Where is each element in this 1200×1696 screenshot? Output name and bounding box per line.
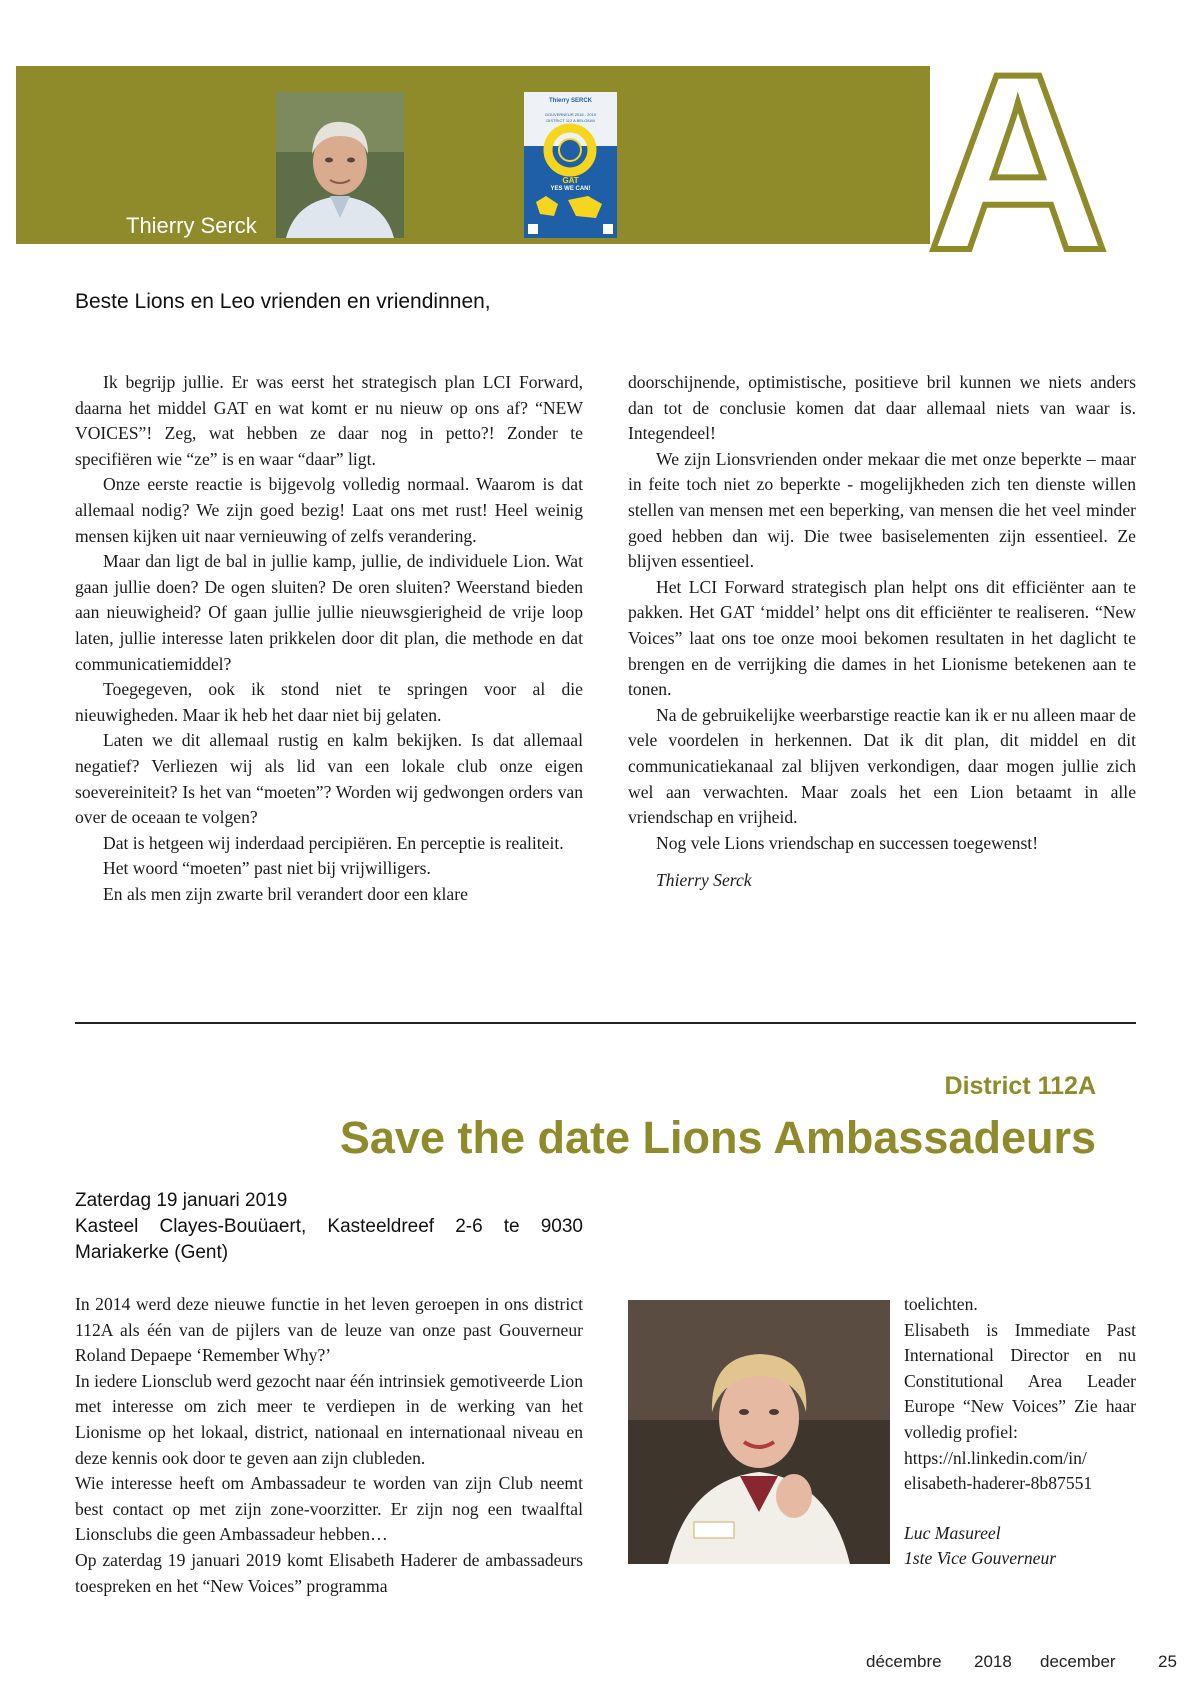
article-paragraph: In 2014 werd deze nieuwe functie in het leven geroepen in ons district 112A als één van de pijlers van de leuze van onze past Gouverneur Roland Depaepe ‘Remember Why?’ [75,1294,583,1366]
letter-signature: Thierry Serck [656,870,752,891]
letter-paragraph: Maar dan ligt de bal in jullie kamp, jullie, de individuele Lion. Wat gaan jullie doen? De ogen sluiten? De oren sluiten? Weerstand bieden aan nieuwigheid? Of gaan jullie jullie nieuwsgierigheid de vrije loop laten, jullie interesse laten prikkelen door dit plan, die methode en dat communicatiemiddel? [75,551,583,674]
letter-paragraph: doorschijnende, optimistische, positieve bril kunnen we niets anders dan tot de conclusie komen dat daar allemaal niets van waar is. Integendeel! [628,372,1136,444]
event-place: Kasteel Clayes-Bouüaert, Kasteeldreef 2-6 te 9030 Mariakerke (Gent) [75,1216,583,1263]
event-date: Zaterdag 19 januari 2019 [75,1190,288,1211]
section-letter-text: A [927,66,1109,256]
letter-paragraph: Ik begrijp jullie. Er was eerst het strategisch plan LCI Forward, daarna het middel GAT en wat komt er nu nieuw op ons af? “NEW VOICES”! Zeg, wat hebben ze daar nog in petto?! Zonder te specifiëren wie “ze” is en waar “daar” ligt. [75,372,583,469]
page-number: 25 [1158,1652,1177,1671]
letter-paragraph: We zijn Lionsvrienden onder mekaar die met onze beperkte – maar in feite toch niet zo beperkte - mogelijkheden zich ten dienste willen stellen van mensen met een beperking, van mensen die het veel minder goed hebben dan wij. Die twee basiselementen zijn essentieel. Ze blijven essentieel. [628,448,1136,572]
letter-paragraph: Onze eerste reactie is bijgevolg volledig normaal. Waarom is dat allemaal nodig? We zijn goed bezig! Laat ons met rust! Heel weinig mensen kijken uit naar vernieuwing of zelfs verandering. [75,474,583,546]
article-side-column [904,1292,1136,1572]
book-cover-subtitle-line: DISTRICT 112 A BELGIUM [546,118,595,123]
elisabeth-haderer-photo [628,1300,890,1564]
book-cover-slogan: GAT [562,176,579,185]
book-cover-subtitle-line: GOUVERNEUR 2018 - 2019 [544,112,597,117]
letter-paragraph: Dat is hetgeen wij inderdaad percipiëren. En perceptie is realiteit. [103,832,564,853]
author-portrait [276,92,404,238]
article-paragraph: Op zaterdag 19 januari 2019 komt Elisabeth Haderer de ambassadeurs toespreken en het “New Voices” programma [75,1549,583,1596]
article-body [75,1292,583,1599]
book-cover-slogan-2: YES WE CAN! [550,186,591,192]
letter-paragraph: Toegegeven, ook ik stond niet te springen voor al die nieuwigheden. Maar ik heb het daar niet bij gelaten. [75,679,583,725]
footer-month-fr: décembre [866,1652,942,1671]
section-letter-a [918,66,1118,256]
book-cover [524,92,617,238]
footer-year: 2018 [974,1652,1012,1671]
article-author-name: Luc Masureel [904,1522,1001,1543]
lions-logo-icon [524,92,617,238]
article-paragraph: toelichten. [904,1294,978,1314]
letter-column-left [75,370,583,907]
letter-paragraph: En als men zijn zwarte bril verandert door een klare [103,883,468,904]
article-paragraph: Elisabeth is Immediate Past International Director en nu Constitutional Area Leader Europe “New Voices” Zie haar volledig profiel: [904,1319,1136,1442]
letter-paragraph: Het LCI Forward strategisch plan helpt ons dit efficiënter aan te pakken. Het GAT ‘middel’ helpt ons dit efficiënter te realiseren. “New Voices” laat ons toe onze mooi bekomen resultaten in het daglicht te brengen en de verrijking die dames in het Lionisme betekenen aan te tonen. [628,576,1136,700]
article-paragraph: In iedere Lionsclub werd gezocht naar één intrinsiek gemotiveerde Lion met interesse om zich meer te verdiepen in de werking van het Lionisme op het lokaal, district, nationaal en internationaal niveau en deze kennis ook door te geven aan zijn clubleden. [75,1370,583,1468]
footer-month-nl: december [1040,1652,1116,1671]
section-divider [75,1022,1136,1024]
letter-paragraph: Laten we dit allemaal rustig en kalm bekijken. Is dat allemaal negatief? Verliezen wij als lid van een lokale club onze eigen soevereiniteit? Is het van “moeten”? Worden wij gedwongen orders van over de oceaan te volgen? [75,730,583,828]
greeting-heading: Beste Lions en Leo vrienden en vriendinnen, [75,290,491,313]
article-author-title: 1ste Vice Gouverneur [904,1548,1057,1569]
letter-paragraph: Nog vele Lions vriendschap en successen toegewenst! [656,832,1039,853]
linkedin-url: https://nl.linkedin.com/in/ elisabeth-haderer-8b87551 [904,1447,1093,1494]
letter-column-right [628,370,1136,894]
author-name-label: Thierry Serck [126,213,257,238]
book-cover-title: Thierry SERCK [548,98,592,104]
district-label: District 112A [944,1072,1096,1100]
article-paragraph: Wie interesse heeft om Ambassadeur te worden van zijn Club neemt best contact op met zijn zone-voorzitter. Er zijn nog een twaalftal Lionsclubs die geen Ambassadeur hebben… [75,1473,583,1545]
event-details [75,1188,583,1266]
article-title: Save the date Lions Ambassadeurs [339,1112,1096,1163]
letter-paragraph: Het woord “moeten” past niet bij vrijwilligers. [103,858,431,879]
letter-paragraph: Na de gebruikelijke weerbarstige reactie kan ik er nu alleen maar de vele voordelen in herkennen. Dat ik dit plan, dit middel en dit communicatiekanaal zal blijven verkondigen, daar mogen jullie zich wel aan verwachten. Maar zoals het een Lion betaamt in alle vriendschap en vrijheid. [628,704,1136,828]
